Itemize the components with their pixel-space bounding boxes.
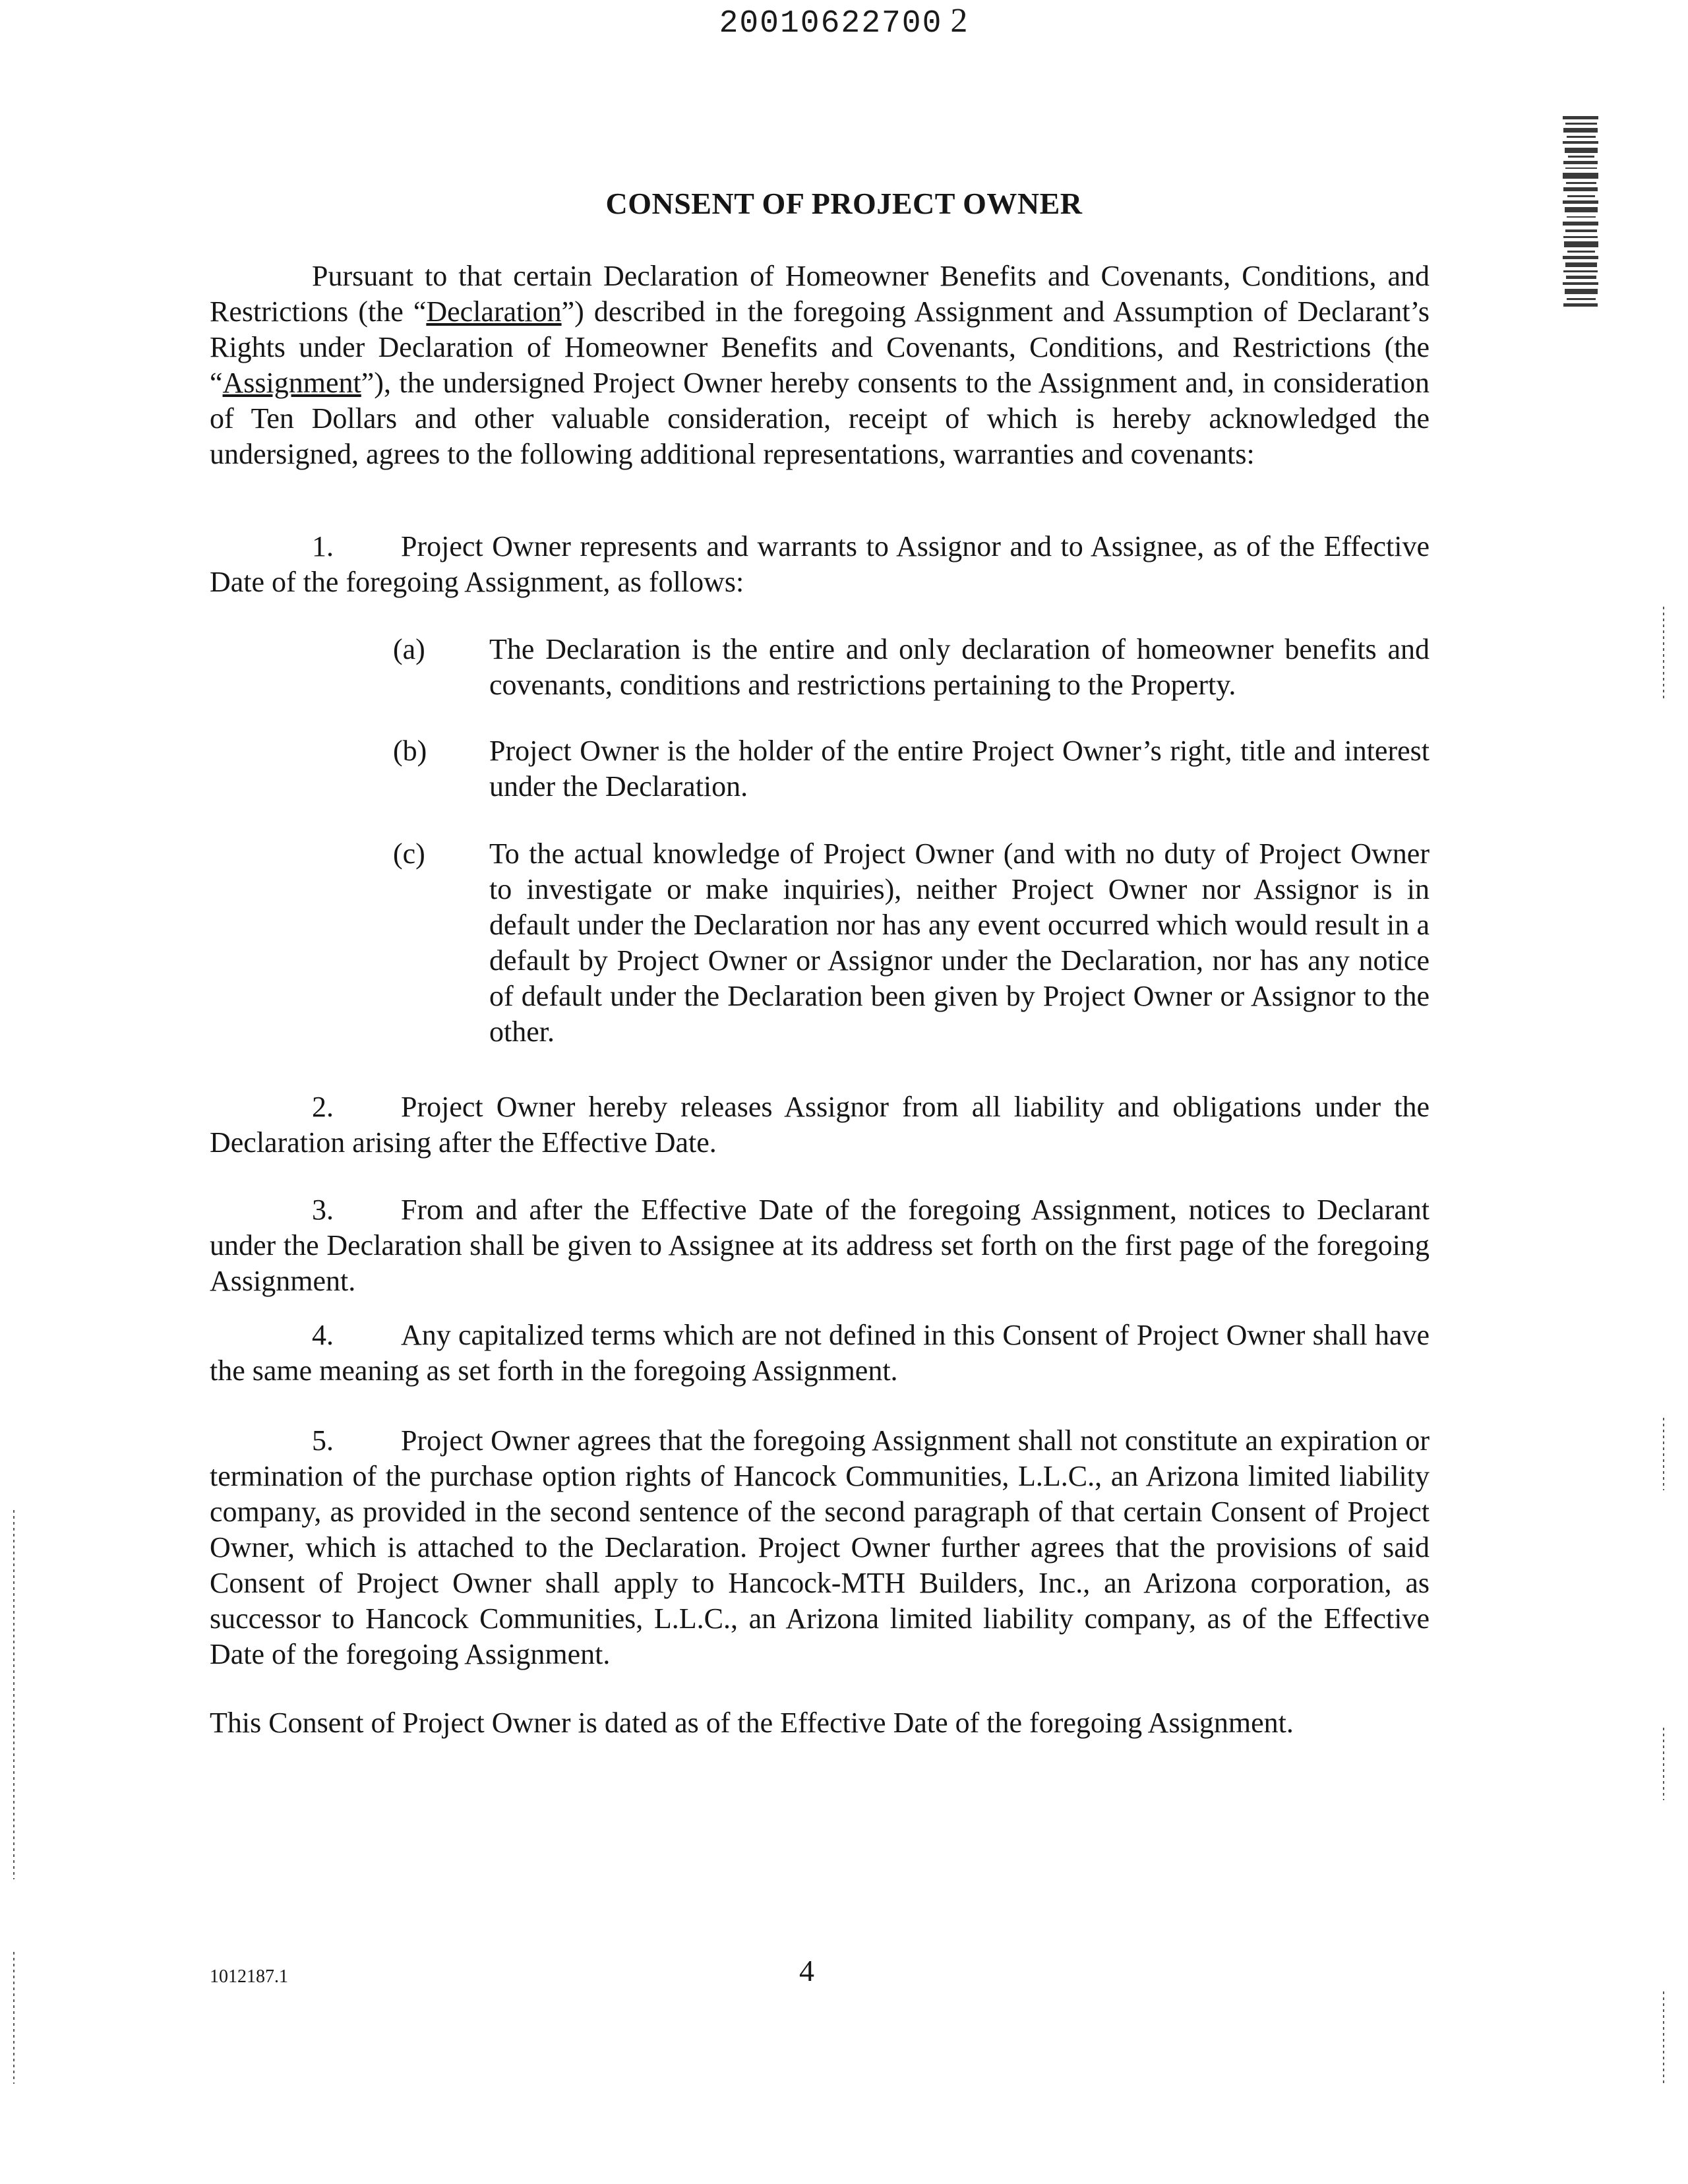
section-3	[210, 1192, 1430, 1299]
section-5	[210, 1423, 1430, 1672]
intro-text-part2: ”) described in the foregoing Assignment and Assumption of Declarant’s Rights under Declaration of Homeowner Benefits and Covenants, Conditions, and Restrictions (the “	[210, 295, 1430, 399]
footer-page-number: 4	[799, 1954, 814, 1987]
intro-paragraph	[210, 258, 1430, 472]
section-2	[210, 1089, 1430, 1161]
item-b-text: Project Owner is the holder of the entire Project Owner’s right, title and interest under the Declaration.	[489, 735, 1430, 803]
footer-document-number: 1012187.1	[210, 1966, 288, 1987]
assignment-term: Assignment	[222, 367, 361, 399]
closing-text: This Consent of Project Owner is dated as of the Effective Date of the foregoing Assignment.	[210, 1707, 1294, 1739]
recording-number-value: 20010622700	[719, 6, 943, 42]
section-3-text: From and after the Effective Date of the foregoing Assignment, notices to Declarant under the Declaration shall be given to Assignee at its address set forth on the first page of the foregoing Assignment.	[210, 1194, 1430, 1297]
section-1-number: 1.	[312, 530, 334, 562]
scan-edge-mark	[13, 1510, 15, 1879]
intro-text-part1: Pursuant to that certain Declaration of Homeowner Benefits and Covenants, Conditions, and Restrictions (the “	[210, 260, 1430, 328]
section-1-text: Project Owner represents and warrants to Assignor and to Assignee, as of the Effective Date of the foregoing Assignment, as follows:	[210, 530, 1430, 598]
document-title: CONSENT OF PROJECT OWNER	[605, 187, 1083, 220]
section-5-text: Project Owner agrees that the foregoing Assignment shall not constitute an expiration or termination of the purchase option rights of Hancock Communities, L.L.C., an Arizona limited liability company, as provided in the second sentence of the second paragraph of that certain Consent of Project Owner, which is attached to the Declaration. Project Owner further agrees that the provisions of said Consent of Project Owner shall apply to Hancock-MTH Builders, Inc., an Arizona corporation, as successor to Hancock Communities, L.L.C., an Arizona limited liability company, as of the Effective Date of the foregoing Assignment.	[210, 1424, 1430, 1670]
scan-edge-mark	[1663, 1728, 1664, 1800]
scan-edge-mark	[13, 1952, 15, 2084]
closing-paragraph	[210, 1705, 1430, 1741]
item-c-text: To the actual knowledge of Project Owner (and with no duty of Project Owner to investigate or make inquiries), neither Project Owner nor Assignor is in default under the Declaration nor has any event occurred which would result in a default by Project Owner or Assignor under the Declaration, nor has any notice of default under the Declaration been given by Project Owner or Assignor to the other.	[489, 837, 1430, 1048]
item-b-label: (b)	[393, 735, 427, 767]
section-5-number: 5.	[312, 1424, 334, 1457]
section-4-text: Any capitalized terms which are not defined in this Consent of Project Owner shall have the same meaning as set forth in the foregoing Assignment.	[210, 1319, 1430, 1387]
scan-edge-mark	[1663, 607, 1664, 699]
scan-edge-mark	[1663, 1418, 1664, 1490]
declaration-term: Declaration	[426, 295, 562, 328]
intro-text-part3: ”), the undersigned Project Owner hereby consents to the Assignment and, in consideration of Ten Dollars and other valuable consideration, receipt of which is hereby acknowledged the undersigned, agrees to the following additional representations, warranties and covenants:	[210, 367, 1430, 470]
section-3-number: 3.	[312, 1194, 334, 1226]
section-4	[210, 1318, 1430, 1389]
section-4-number: 4.	[312, 1319, 334, 1351]
scan-edge-mark	[1663, 1991, 1664, 2084]
section-2-text: Project Owner hereby releases Assignor from all liability and obligations under the Declaration arising after the Effective Date.	[210, 1091, 1430, 1159]
sequence-mark: 2	[950, 2, 969, 40]
item-a-label: (a)	[393, 633, 425, 665]
recording-number	[0, 1, 1688, 42]
item-c-label: (c)	[393, 837, 425, 870]
item-a-text: The Declaration is the entire and only declaration of homeowner benefits and covenants, conditions and restrictions pertaining to the Property.	[489, 633, 1430, 701]
section-2-number: 2.	[312, 1091, 334, 1123]
section-1	[210, 529, 1430, 600]
